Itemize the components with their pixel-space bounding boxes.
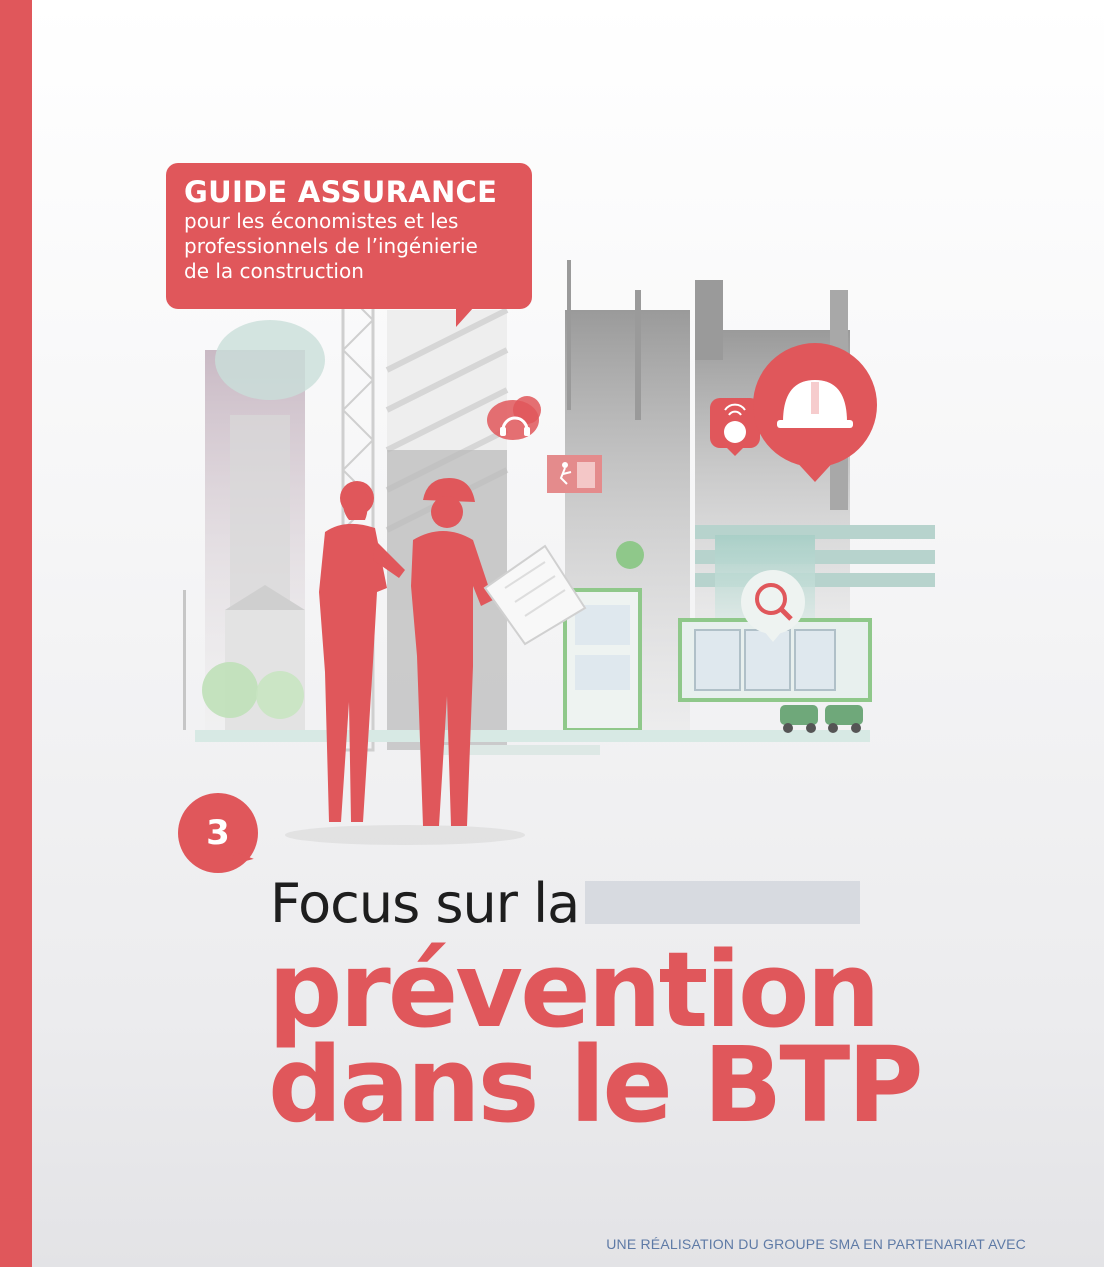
left-accent-bar (0, 0, 32, 1267)
grey-decorative-bar (585, 881, 860, 924)
guide-subtitle-line-3: de la construction (184, 259, 364, 283)
ground-strip (195, 730, 870, 742)
guide-subtitle-line-1: pour les économistes et les (184, 209, 459, 233)
title-line-3: dans le BTP (268, 1024, 921, 1146)
footer-partnership-text: UNE RÉALISATION DU GROUPE SMA EN PARTENARIAT AVEC (606, 1236, 1026, 1252)
construction-illustration (175, 250, 935, 850)
issue-number-badge: 3 (178, 793, 258, 873)
tree-left (202, 662, 258, 718)
guide-title-bubble (166, 163, 532, 309)
title-line-2: prévention (268, 929, 878, 1051)
tree-green (616, 541, 644, 569)
guide-subtitle-line-2: professionnels de l’ingénierie (184, 234, 478, 258)
title-line-1: Focus sur la (270, 872, 580, 935)
guide-title: GUIDE ASSURANCE (184, 175, 498, 209)
cloud-teal (215, 320, 325, 400)
car-icon (825, 705, 863, 733)
alarm-sensor-icon (710, 398, 760, 456)
emergency-exit-icon (547, 455, 602, 493)
car-icon (780, 705, 818, 733)
